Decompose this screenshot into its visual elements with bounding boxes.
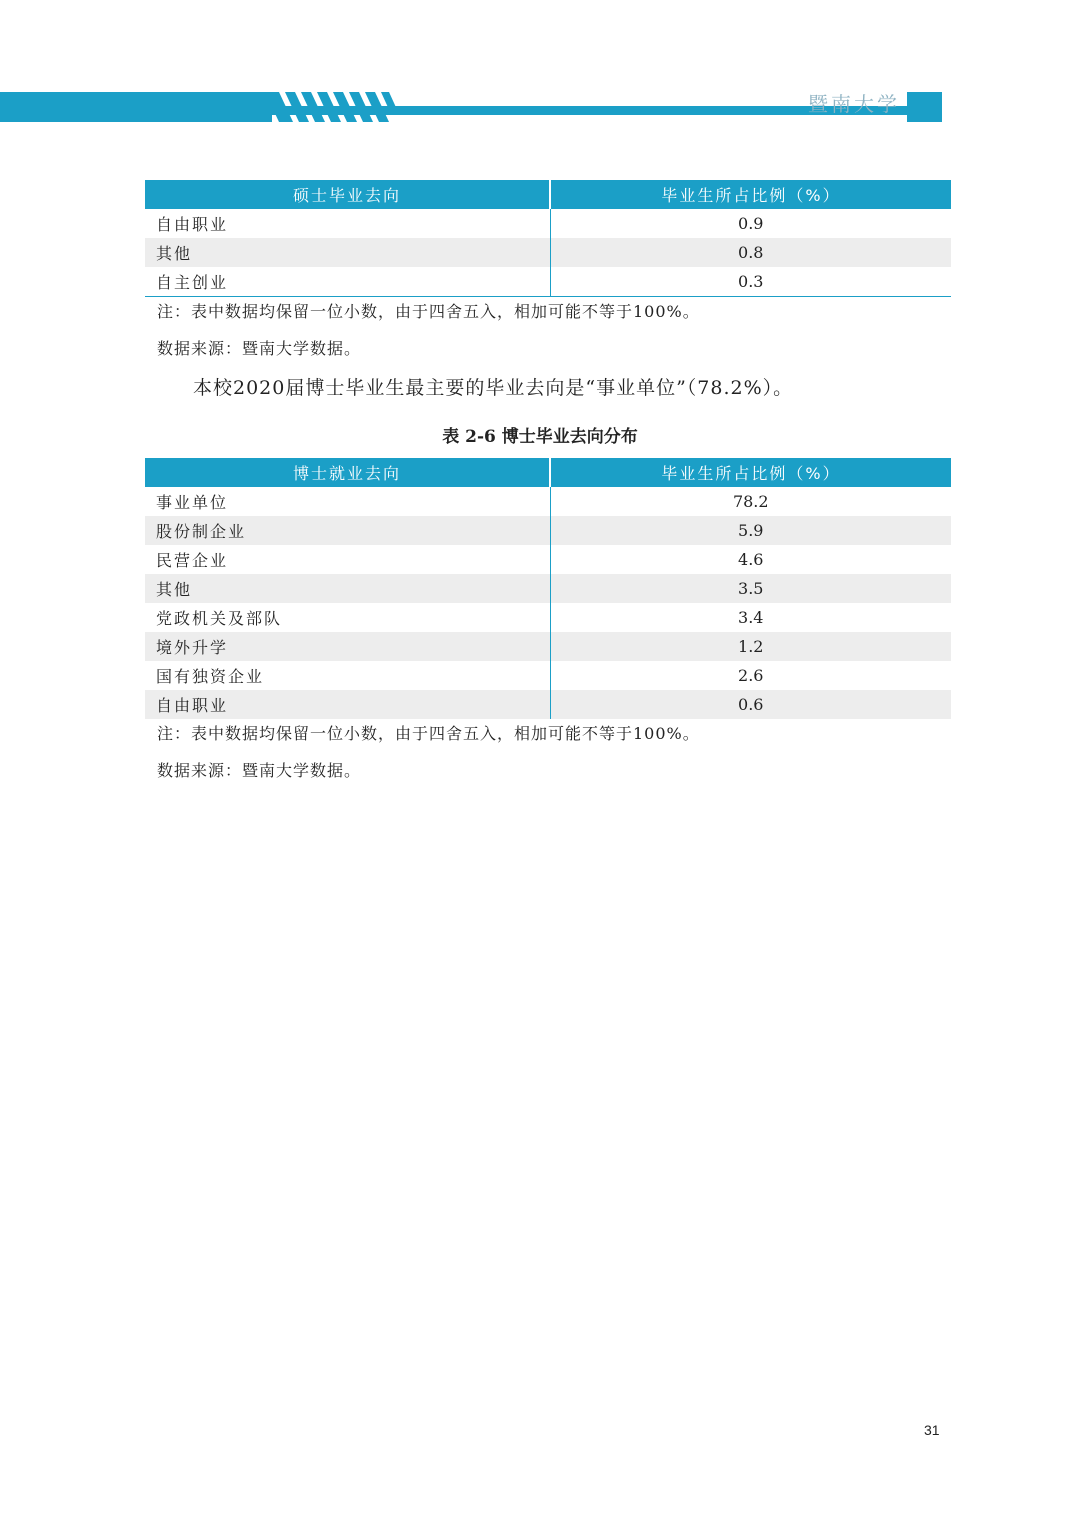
table-row xyxy=(145,487,951,516)
row-label: 股份制企业 xyxy=(145,516,550,545)
phd-table-source: 数据来源：暨南大学数据。 xyxy=(157,761,362,780)
column-header-ratio: 毕业生所占比例（%） xyxy=(550,458,951,487)
row-value: 78.2 xyxy=(732,492,769,511)
table-row xyxy=(145,209,951,238)
row-label: 事业单位 xyxy=(145,487,550,516)
table-row xyxy=(145,661,951,690)
row-value: 0.3 xyxy=(550,267,951,297)
table-row xyxy=(145,632,951,661)
column-header-destination: 博士就业去向 xyxy=(145,458,550,487)
phd-table-title: 表 2-6 博士毕业去向分布 xyxy=(442,427,638,447)
row-value: 2.6 xyxy=(738,666,764,685)
table-row xyxy=(145,267,951,297)
header-bar-left xyxy=(0,92,272,122)
row-value: 1.2 xyxy=(550,632,951,661)
page-number: 31 xyxy=(924,1422,940,1438)
school-name: 暨南大学 xyxy=(808,92,900,116)
row-value: 3.5 xyxy=(550,574,951,603)
masters-table-note: 注：表中数据均保留一位小数，由于四舍五入，相加可能不等于100%。 xyxy=(157,302,700,321)
table-row xyxy=(145,574,951,603)
row-label: 自由职业 xyxy=(145,209,550,238)
row-label: 其他 xyxy=(145,574,550,603)
table-row xyxy=(145,545,951,574)
row-label: 民营企业 xyxy=(145,545,550,574)
header-stripes xyxy=(265,92,405,122)
row-value: 3.4 xyxy=(738,608,764,627)
row-value: 0.9 xyxy=(738,214,764,233)
row-label: 自由职业 xyxy=(145,690,550,719)
table-row xyxy=(145,238,951,267)
row-label: 党政机关及部队 xyxy=(145,603,550,632)
row-label: 其他 xyxy=(145,238,550,267)
masters-table-source: 数据来源：暨南大学数据。 xyxy=(157,339,362,358)
row-label: 自主创业 xyxy=(145,267,550,297)
row-value: 4.6 xyxy=(738,550,764,569)
table-header-row xyxy=(145,180,951,209)
header-box xyxy=(907,92,942,122)
table-row xyxy=(145,690,951,719)
phd-destination-table xyxy=(145,458,951,719)
table-header-row xyxy=(145,458,951,487)
row-label: 国有独资企业 xyxy=(145,661,550,690)
column-header-ratio: 毕业生所占比例（%） xyxy=(550,180,951,209)
row-value: 0.8 xyxy=(550,238,951,267)
row-value: 0.6 xyxy=(550,690,951,719)
row-value: 5.9 xyxy=(550,516,951,545)
masters-destination-table xyxy=(145,180,951,297)
phd-table-note: 注：表中数据均保留一位小数，由于四舍五入，相加可能不等于100%。 xyxy=(157,724,700,743)
table-row xyxy=(145,516,951,545)
row-label: 境外升学 xyxy=(145,632,550,661)
header-band xyxy=(0,92,942,122)
body-paragraph: 本校2020届博士毕业生最主要的毕业去向是“事业单位”（78.2%）。 xyxy=(193,377,794,399)
column-header-destination: 硕士毕业去向 xyxy=(145,180,550,209)
table-row xyxy=(145,603,951,632)
